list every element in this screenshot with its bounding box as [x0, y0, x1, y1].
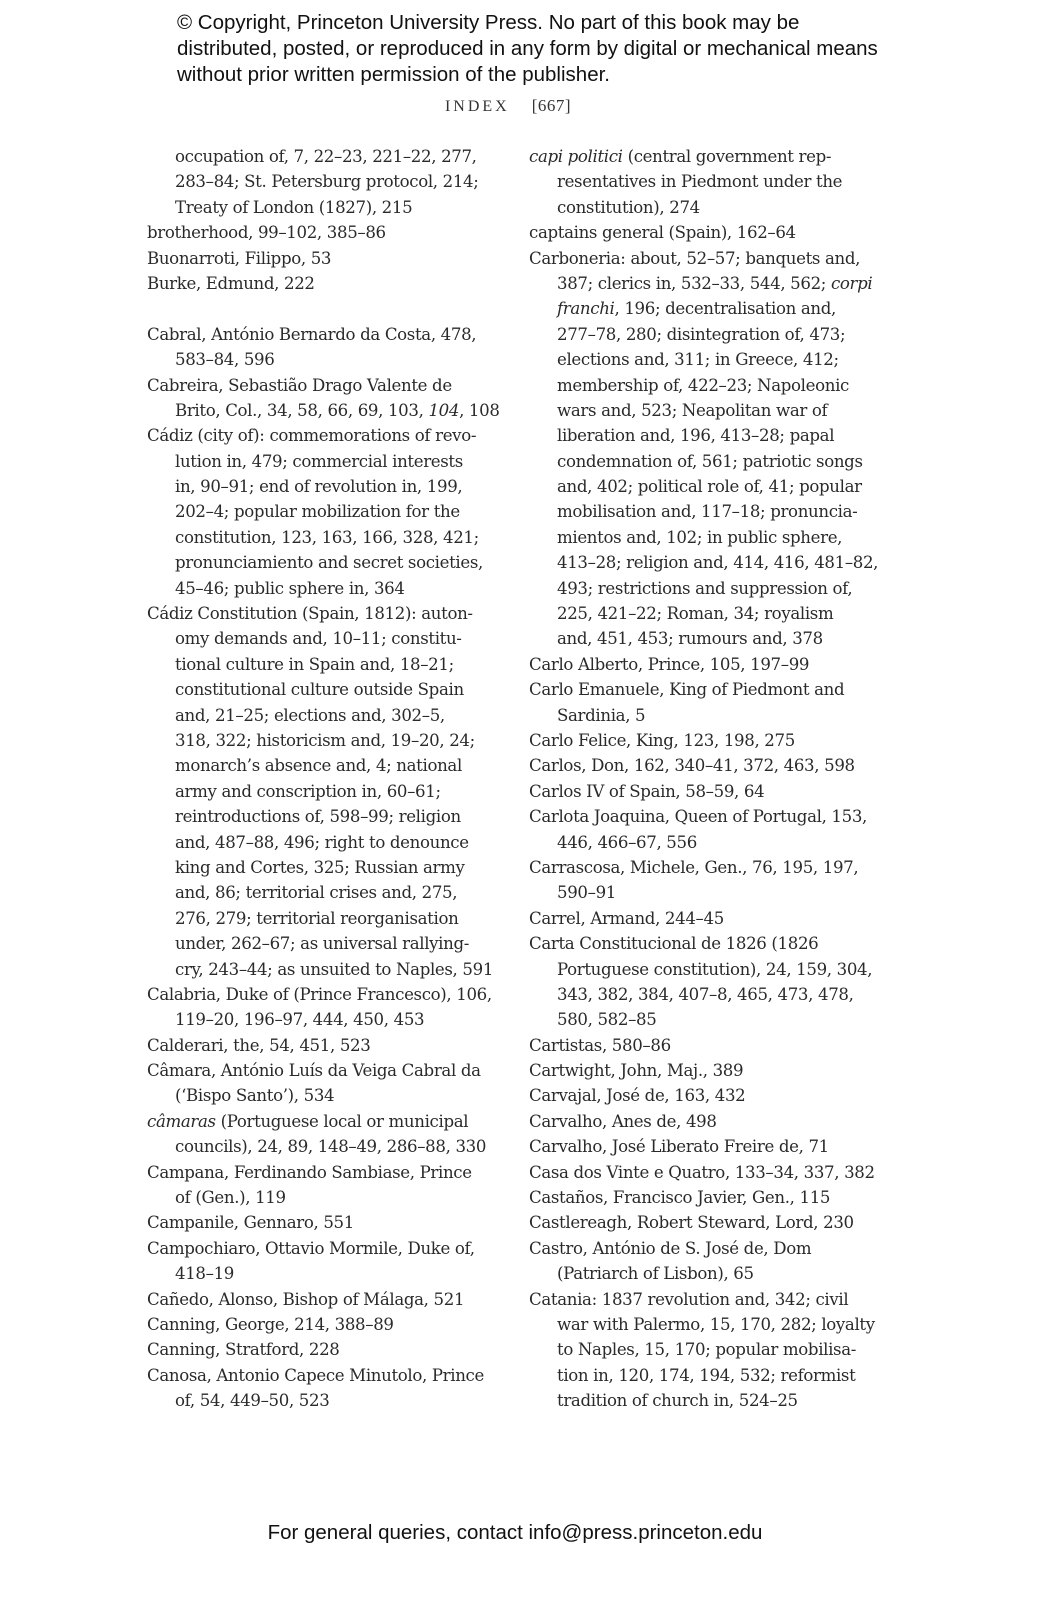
index-entry: [529, 1083, 879, 1108]
index-entry-line: Castaños, Francisco Javier, Gen., 115: [529, 1188, 831, 1208]
index-entry-line: Buonarroti, Filippo, 53: [147, 248, 332, 268]
index-entry-line: 202–4; popular mobilization for the: [175, 502, 460, 522]
index-entry-line: reintroductions of, 598–99; religion: [175, 807, 461, 827]
index-entry-line: mientos and, 102; in public sphere,: [557, 527, 843, 547]
index-entry-line: constitution, 123, 163, 166, 328, 421;: [175, 527, 479, 547]
index-entry-line: 318, 322; historicism and, 19–20, 24;: [175, 730, 475, 750]
index-entry-line: omy demands and, 10–11; constitu-: [175, 629, 462, 649]
index-entry: [147, 246, 497, 271]
index-entry: [147, 220, 497, 245]
index-entry-line: Burke, Edmund, 222: [147, 273, 315, 293]
index-entry-line: Cabral, António Bernardo da Costa, 478,: [147, 324, 477, 344]
index-entry: [147, 271, 497, 296]
index-entry-line: Carrel, Armand, 244–45: [529, 908, 724, 928]
index-entry-line: Brito, Col., 34, 58, 66, 69, 103, 104, 108: [175, 400, 500, 420]
index-entry-line: of (Gen.), 119: [175, 1188, 286, 1208]
index-entry: [147, 1363, 497, 1414]
italic-term: franchi: [557, 299, 615, 319]
index-entry-line: Cádiz Constitution (Spain, 1812): auton-: [147, 604, 473, 624]
index-entry-line: 283–84; St. Petersburg protocol, 214;: [175, 172, 479, 192]
index-entry-line: and, 487–88, 496; right to denounce: [175, 832, 469, 852]
index-entry-line: condemnation of, 561; patriotic songs: [557, 451, 863, 471]
index-entry-line: Calabria, Duke of (Prince Francesco), 106,: [147, 984, 492, 1004]
index-entry-line: Cabreira, Sebastião Drago Valente de: [147, 375, 452, 395]
index-entry-line: pronunciamiento and secret societies,: [175, 553, 483, 573]
index-entry: [147, 1160, 497, 1211]
index-entry-line: Campochiaro, Ottavio Mormile, Duke of,: [147, 1238, 475, 1258]
running-head-label: INDEX: [444, 98, 510, 115]
letter-gap: [147, 296, 497, 321]
index-entry-line: Cañedo, Alonso, Bishop of Málaga, 521: [147, 1289, 465, 1309]
index-entry-line: Castlereagh, Robert Steward, Lord, 230: [529, 1213, 854, 1233]
index-entry-line: Sardinia, 5: [557, 705, 646, 725]
index-entry-line: 418–19: [175, 1264, 234, 1284]
index-entry-line: and, 451, 453; rumours and, 378: [557, 629, 823, 649]
index-entry: [147, 1236, 497, 1287]
index-entry: [147, 601, 497, 982]
index-entry: [529, 1058, 879, 1083]
index-entry-line: wars and, 523; Neapolitan war of: [557, 400, 828, 420]
index-entry-line: mobilisation and, 117–18; pronuncia-: [557, 502, 858, 522]
index-entry: [529, 677, 879, 728]
index-entry-line: lution in, 479; commercial interests: [175, 451, 463, 471]
index-entry-line: câmaras (Portuguese local or municipal: [147, 1111, 469, 1131]
index-entry-line: Câmara, António Luís da Veiga Cabral da: [147, 1061, 481, 1081]
index-entry-line: 225, 421–22; Roman, 34; royalism: [557, 604, 834, 624]
index-entry-line: Canning, Stratford, 228: [147, 1340, 340, 1360]
index-entry-line: Casa dos Vinte e Quatro, 133–34, 337, 382: [529, 1162, 875, 1182]
index-entry: [529, 931, 879, 1033]
index-entry-line: tradition of church in, 524–25: [557, 1391, 798, 1411]
index-column-right: [529, 144, 879, 1414]
index-entry-line: Calderari, the, 54, 451, 523: [147, 1035, 371, 1055]
index-entry-line: and, 86; territorial crises and, 275,: [175, 883, 458, 903]
index-entry-line: 387; clerics in, 532–33, 544, 562; corpi: [557, 273, 873, 293]
index-entry: [529, 144, 879, 220]
index-entry-line: (Patriarch of Lisbon), 65: [557, 1264, 754, 1284]
index-entry-line: Treaty of London (1827), 215: [175, 197, 413, 217]
index-entry: [529, 779, 879, 804]
index-entry: [529, 1134, 879, 1159]
index-entry-line: war with Palermo, 15, 170, 282; loyalty: [557, 1314, 875, 1334]
index-entry-line: 277–78, 280; disintegration of, 473;: [557, 324, 846, 344]
index-entry: [529, 804, 879, 855]
running-head: [0, 96, 1016, 116]
index-entry: [147, 1058, 497, 1109]
index-entry-line: under, 262–67; as universal rallying-: [175, 934, 469, 954]
index-entry-line: franchi, 196; decentralisation and,: [557, 299, 836, 319]
index-entry-line: membership of, 422–23; Napoleonic: [557, 375, 849, 395]
index-entry: [147, 1337, 497, 1362]
index-entry: [529, 753, 879, 778]
index-entry-line: and, 21–25; elections and, 302–5,: [175, 705, 445, 725]
index-entry: [147, 1033, 497, 1058]
index-entry-line: Cádiz (city of): commemorations of revo-: [147, 426, 477, 446]
index-entry: [529, 246, 879, 652]
index-entry: [147, 144, 497, 220]
index-entry: [529, 906, 879, 931]
index-entry-line: army and conscription in, 60–61;: [175, 781, 441, 801]
index-entry: [147, 1312, 497, 1337]
copyright-notice: © Copyright, Princeton University Press. No part of this book may be distributed, posted, or reproduced in any form by digital or mechanical means without prior written permission of the publisher.: [177, 11, 878, 86]
index-entry-line: Carrascosa, Michele, Gen., 76, 195, 197,: [529, 857, 859, 877]
index-entry-line: Carlos, Don, 162, 340–41, 372, 463, 598: [529, 756, 855, 776]
index-entry-line: Cartistas, 580–86: [529, 1035, 671, 1055]
italic-term: 104: [428, 400, 460, 420]
index-entry-line: Carlo Felice, King, 123, 198, 275: [529, 730, 795, 750]
index-entry-line: tion in, 120, 174, 194, 532; reformist: [557, 1365, 856, 1385]
index-entry-line: 413–28; religion and, 414, 416, 481–82,: [557, 553, 879, 573]
index-entry-line: 343, 382, 384, 407–8, 465, 473, 478,: [557, 984, 854, 1004]
index-column-left: [147, 144, 500, 1414]
index-entry: [147, 373, 500, 424]
index-entry-line: capi politici (central government rep-: [529, 147, 832, 166]
index-entry-line: Carvalho, Anes de, 498: [529, 1111, 717, 1131]
index-entry-line: 580, 582–85: [557, 1010, 657, 1030]
index-entry-line: councils), 24, 89, 148–49, 286–88, 330: [175, 1137, 487, 1157]
index-entry-line: 119–20, 196–97, 444, 450, 453: [175, 1010, 425, 1030]
index-entry-line: brotherhood, 99–102, 385–86: [147, 223, 386, 243]
footer-contact: For general queries, contact info@press.princeton.edu: [267, 1521, 763, 1544]
index-entry-line: in, 90–91; end of revolution in, 199,: [175, 477, 463, 497]
index-entry-line: cry, 243–44; as unsuited to Naples, 591: [175, 959, 494, 979]
index-entry-line: Carvalho, José Liberato Freire de, 71: [529, 1137, 829, 1157]
index-entry-line: to Naples, 15, 170; popular mobilisa-: [557, 1340, 857, 1360]
index-entry-line: Castro, António de S. José de, Dom: [529, 1238, 812, 1258]
index-entry-line: elections and, 311; in Greece, 412;: [557, 350, 839, 370]
index-entry: [529, 1210, 879, 1235]
index-entry: [529, 1236, 879, 1287]
index-entry-line: Carta Constitucional de 1826 (1826: [529, 934, 819, 954]
index-entry-line: liberation and, 196, 413–28; papal: [557, 426, 835, 446]
index-entry-line: (‘Bispo Santo’), 534: [175, 1086, 335, 1106]
index-entry: [529, 1160, 879, 1185]
index-entry-line: king and Cortes, 325; Russian army: [175, 857, 465, 877]
italic-term: capi politici: [529, 147, 623, 166]
index-entry-line: Carboneria: about, 52–57; banquets and,: [529, 248, 861, 268]
index-entry-line: 590–91: [557, 883, 616, 903]
index-entry-line: constitutional culture outside Spain: [175, 680, 464, 700]
index-entry-line: constitution), 274: [557, 197, 700, 217]
index-entry-line: of, 54, 449–50, 523: [175, 1391, 330, 1411]
index-entry-line: resentatives in Piedmont under the: [557, 172, 843, 192]
index-entry-line: Carlo Emanuele, King of Piedmont and: [529, 680, 845, 700]
index-entry-line: 45–46; public sphere in, 364: [175, 578, 405, 598]
index-entry-line: Carlo Alberto, Prince, 105, 197–99: [529, 654, 810, 674]
index-entry-line: Canning, George, 214, 388–89: [147, 1314, 394, 1334]
index-entry-line: 446, 466–67, 556: [557, 832, 697, 852]
index-entry: [147, 322, 497, 373]
index-entry-line: 493; restrictions and suppression of,: [557, 578, 853, 598]
index-entry-line: monarch’s absence and, 4; national: [175, 756, 462, 776]
index-entry-line: Campana, Ferdinando Sambiase, Prince: [147, 1162, 472, 1182]
index-entry-line: occupation of, 7, 22–23, 221–22, 277,: [175, 147, 477, 166]
index-entry-line: Catania: 1837 revolution and, 342; civil: [529, 1289, 849, 1309]
italic-term: corpi: [830, 273, 873, 293]
index-entry: [529, 1287, 879, 1414]
index-entry-line: Portuguese constitution), 24, 159, 304,: [557, 959, 873, 979]
index-entry-line: tional culture in Spain and, 18–21;: [175, 654, 454, 674]
index-entry-line: 276, 279; territorial reorganisation: [175, 908, 459, 928]
index-entry: [529, 1033, 879, 1058]
index-entry: [529, 1109, 879, 1134]
index-entry-line: Carvajal, José de, 163, 432: [529, 1086, 746, 1106]
index-entry-line: and, 402; political role of, 41; popular: [557, 477, 862, 497]
page-number: [667]: [531, 96, 572, 115]
index-entry: [529, 220, 879, 245]
index-entry-line: Campanile, Gennaro, 551: [147, 1213, 354, 1233]
index-entry: [147, 1210, 497, 1235]
index-entry: [147, 982, 497, 1033]
index-entry-line: Carlos IV of Spain, 58–59, 64: [529, 781, 765, 801]
index-entry: [529, 855, 879, 906]
italic-term: câmaras: [147, 1111, 216, 1131]
index-entry: [529, 1185, 879, 1210]
index-entry-line: Canosa, Antonio Capece Minutolo, Prince: [147, 1365, 484, 1385]
index-entry: [147, 1109, 497, 1160]
index-entry: [529, 728, 879, 753]
index-entry-line: 583–84, 596: [175, 350, 275, 370]
index-entry: [529, 652, 879, 677]
index-entry-line: Cartwight, John, Maj., 389: [529, 1061, 744, 1081]
index-entry-line: Carlota Joaquina, Queen of Portugal, 153,: [529, 807, 867, 827]
index-entry: [147, 1287, 497, 1312]
index-entry-line: captains general (Spain), 162–64: [529, 223, 796, 243]
index-entry: [147, 423, 497, 601]
